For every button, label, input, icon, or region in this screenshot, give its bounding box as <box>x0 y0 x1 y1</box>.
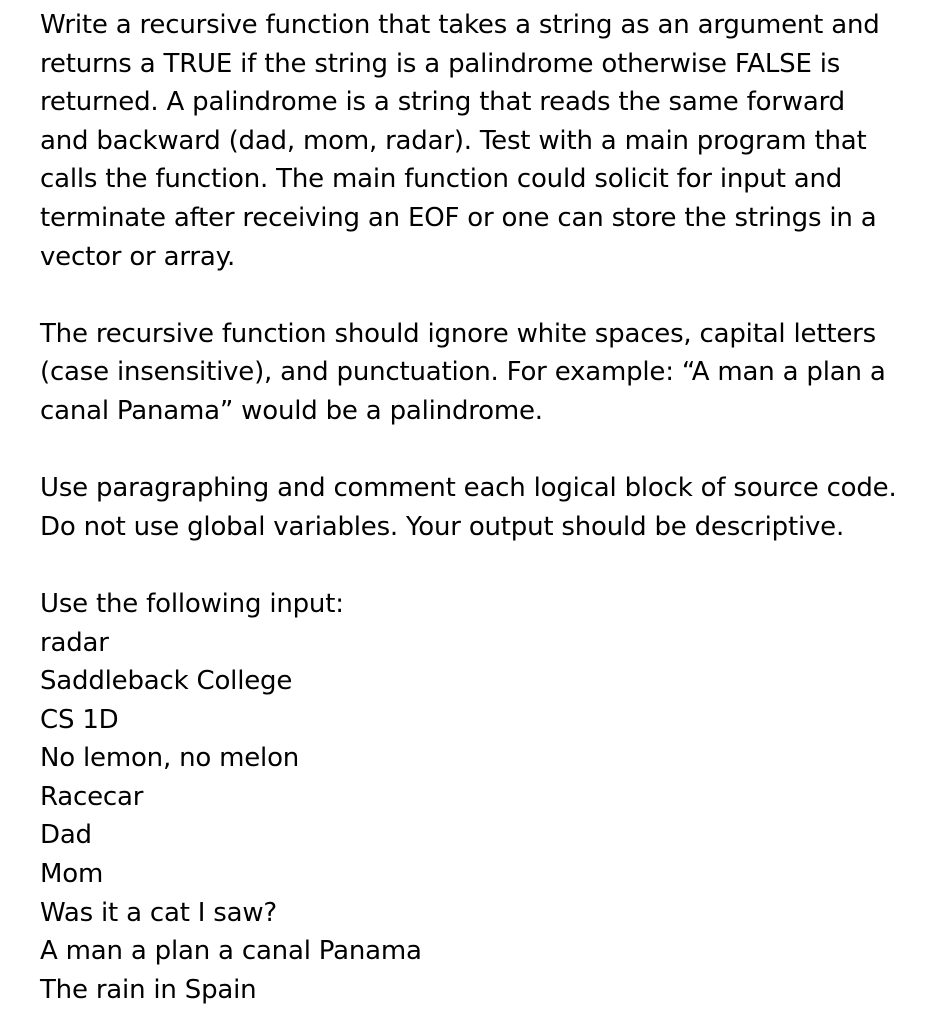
paragraph-spacer <box>40 546 920 585</box>
paragraph-requirements <box>40 315 920 431</box>
text-line: returns a TRUE if the string is a palindrome otherwise FALSE is <box>40 48 841 79</box>
list-item: A man a plan a canal Panama <box>40 936 422 967</box>
text-line: Write a recursive function that takes a string as an argument and <box>40 10 880 40</box>
text-line: The recursive function should ignore white spaces, capital letters <box>40 318 876 349</box>
list-item: Mom <box>40 859 104 890</box>
paragraph-spacer <box>40 431 920 470</box>
text-line: (case insensitive), and punctuation. For example: “A man a plan a <box>40 357 886 388</box>
assignment-document <box>40 6 920 1009</box>
list-item: Was it a cat I saw? <box>40 897 278 928</box>
input-list <box>40 624 920 1010</box>
list-item: The rain in Spain <box>40 974 257 1005</box>
list-item: CS 1D <box>40 704 119 735</box>
text-line: Do not use global variables. Your output should be descriptive. <box>40 511 845 542</box>
paragraph-spacer <box>40 276 920 315</box>
input-heading: Use the following input: <box>40 588 344 619</box>
list-item: No lemon, no melon <box>40 743 300 774</box>
input-section <box>40 585 920 1010</box>
text-line: canal Panama” would be a palindrome. <box>40 395 543 426</box>
paragraph-style-guidelines <box>40 469 920 546</box>
paragraph-task-description <box>40 6 920 276</box>
text-line: vector or array. <box>40 241 236 272</box>
text-line: and backward (dad, mom, radar). Test with a main program that <box>40 125 867 156</box>
text-line: terminate after receiving an EOF or one can store the strings in a <box>40 202 877 233</box>
text-line: returned. A palindrome is a string that reads the same forward <box>40 87 845 118</box>
text-line: Use paragraphing and comment each logical block of source code. <box>40 473 897 504</box>
text-line: calls the function. The main function could solicit for input and <box>40 164 843 195</box>
list-item: Dad <box>40 820 92 851</box>
list-item: Racecar <box>40 781 144 812</box>
list-item: radar <box>40 627 109 658</box>
list-item: Saddleback College <box>40 666 293 697</box>
